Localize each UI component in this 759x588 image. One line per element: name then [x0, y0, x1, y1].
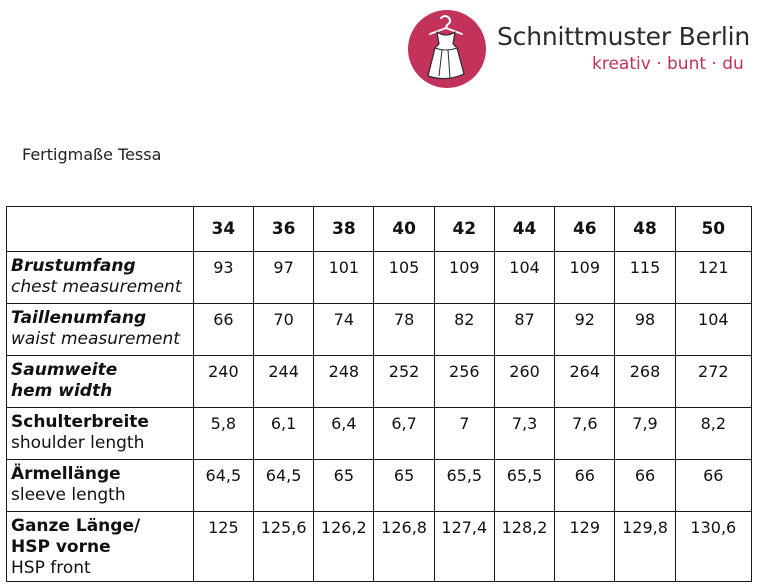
- table-cell: 93: [193, 252, 253, 304]
- table-cell: 130,6: [675, 512, 751, 582]
- table-cell: 121: [675, 252, 751, 304]
- table-cell: 7: [434, 408, 494, 460]
- table-cell: 268: [615, 356, 675, 408]
- table-cell: 98: [615, 304, 675, 356]
- row-label: [7, 252, 194, 304]
- size-header: 34: [193, 207, 253, 252]
- table-cell: 78: [374, 304, 434, 356]
- table-cell: 272: [675, 356, 751, 408]
- row-label: [7, 408, 194, 460]
- table-cell: 65: [314, 460, 374, 512]
- row-label: [7, 356, 194, 408]
- table-cell: 66: [615, 460, 675, 512]
- table-cell: 64,5: [193, 460, 253, 512]
- table-cell: 252: [374, 356, 434, 408]
- table-cell: 66: [193, 304, 253, 356]
- size-header: 38: [314, 207, 374, 252]
- row-label-de: Brustumfang: [11, 256, 136, 276]
- table-row: [7, 252, 752, 304]
- table-cell: 97: [253, 252, 313, 304]
- table-cell: 64,5: [253, 460, 313, 512]
- row-label-de: Saumweite: [11, 360, 118, 380]
- table-cell: 65,5: [494, 460, 554, 512]
- table-cell: 65: [374, 460, 434, 512]
- size-header: 42: [434, 207, 494, 252]
- table-cell: 125,6: [253, 512, 313, 582]
- table-header-row: [7, 207, 752, 252]
- table-cell: 129: [555, 512, 615, 582]
- table-row: [7, 512, 752, 582]
- table-cell: 109: [434, 252, 494, 304]
- table-cell: 127,4: [434, 512, 494, 582]
- table-cell: 256: [434, 356, 494, 408]
- row-label: [7, 460, 194, 512]
- table-cell: 70: [253, 304, 313, 356]
- row-label-en: hem width: [11, 381, 113, 401]
- row-label-en: chest measurement: [11, 277, 182, 297]
- table-cell: 244: [253, 356, 313, 408]
- table-cell: 105: [374, 252, 434, 304]
- table-cell: 92: [555, 304, 615, 356]
- size-header: 40: [374, 207, 434, 252]
- row-label-en: shoulder length: [11, 433, 145, 453]
- size-header: 50: [675, 207, 751, 252]
- row-label-en: HSP front: [11, 558, 91, 578]
- header-corner-cell: [7, 207, 194, 252]
- table-cell: 82: [434, 304, 494, 356]
- table-cell: 248: [314, 356, 374, 408]
- dress-on-hanger-icon: [408, 10, 486, 88]
- table-cell: 7,9: [615, 408, 675, 460]
- table-cell: 7,6: [555, 408, 615, 460]
- table-cell: 74: [314, 304, 374, 356]
- size-header: 44: [494, 207, 554, 252]
- table-row: [7, 408, 752, 460]
- size-header: 46: [555, 207, 615, 252]
- table-cell: 104: [675, 304, 751, 356]
- table-row: [7, 304, 752, 356]
- table-cell: 6,1: [253, 408, 313, 460]
- row-label-de: Schulterbreite: [11, 412, 149, 432]
- table-cell: 109: [555, 252, 615, 304]
- table-cell: 115: [615, 252, 675, 304]
- table-cell: 8,2: [675, 408, 751, 460]
- table-cell: 260: [494, 356, 554, 408]
- table-cell: 128,2: [494, 512, 554, 582]
- row-label-en: sleeve length: [11, 485, 126, 505]
- table-cell: 125: [193, 512, 253, 582]
- table-row: [7, 356, 752, 408]
- size-header: 48: [615, 207, 675, 252]
- row-label-de: Ganze Länge/ HSP vorne: [11, 516, 141, 557]
- brand-name: Schnittmuster Berlin: [497, 22, 751, 51]
- row-label: [7, 304, 194, 356]
- table-cell: 66: [675, 460, 751, 512]
- table-cell: 5,8: [193, 408, 253, 460]
- brand-tagline: kreativ · bunt · du: [592, 54, 744, 74]
- brand-logo: [408, 10, 751, 90]
- row-label-de: Taillenumfang: [11, 308, 147, 328]
- table-cell: 6,7: [374, 408, 434, 460]
- table-cell: 65,5: [434, 460, 494, 512]
- table-cell: 126,2: [314, 512, 374, 582]
- size-header: 36: [253, 207, 313, 252]
- table-cell: 66: [555, 460, 615, 512]
- table-cell: 264: [555, 356, 615, 408]
- table-cell: 7,3: [494, 408, 554, 460]
- table-cell: 240: [193, 356, 253, 408]
- table-cell: 87: [494, 304, 554, 356]
- document-title: Fertigmaße Tessa: [22, 145, 162, 164]
- row-label: [7, 512, 194, 582]
- table-cell: 126,8: [374, 512, 434, 582]
- table-cell: 129,8: [615, 512, 675, 582]
- table-cell: 6,4: [314, 408, 374, 460]
- table-row: [7, 460, 752, 512]
- table-cell: 104: [494, 252, 554, 304]
- row-label-en: waist measurement: [11, 329, 180, 349]
- measurements-table: [6, 206, 752, 582]
- row-label-de: Ärmellänge: [11, 464, 121, 484]
- table-cell: 101: [314, 252, 374, 304]
